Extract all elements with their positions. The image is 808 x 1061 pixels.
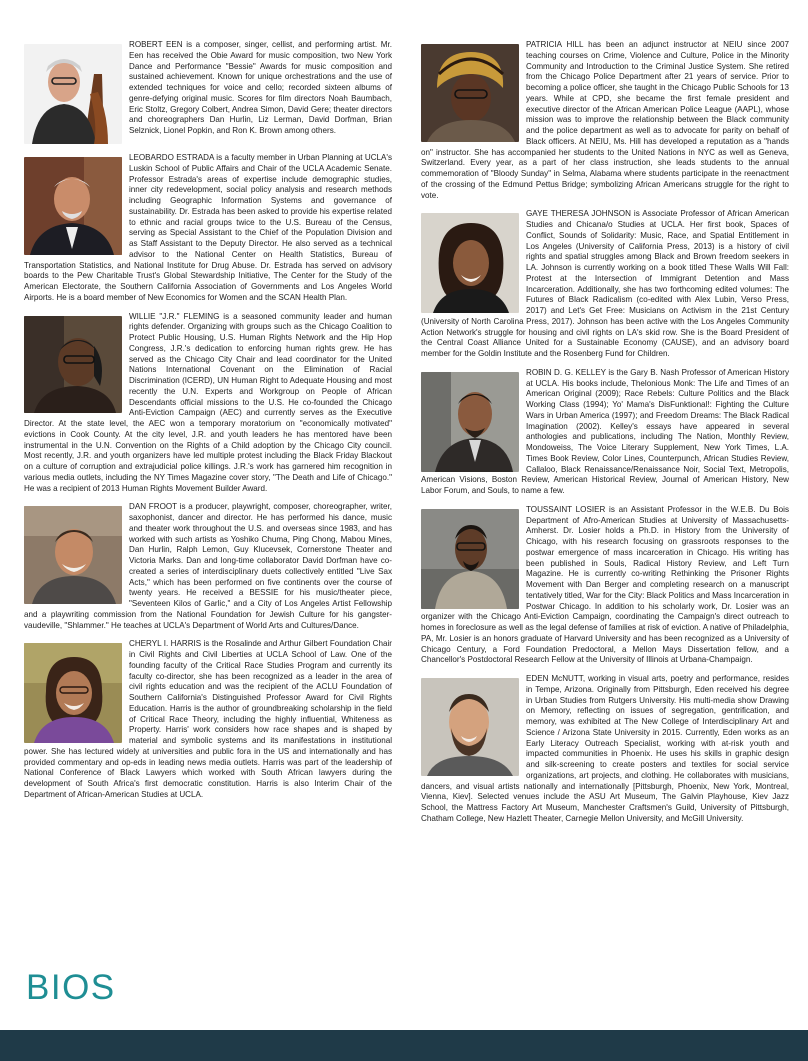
footer-bar	[0, 1030, 808, 1061]
bio-text: TOUSSAINT LOSIER is an Assistant Professor in the W.E.B. Du Bois Department of Afro-American Studies at University of Massachusetts-Amherst. Dr. Losier holds a Ph.D. in History from the University of Chicago, with his research focusing on grassroots responses to the postwar emergence of mass incarceration in Chicago. His writing has been published in Souls, Radical History Review, and Left Turn Magazine. He is currently co-writing Rethinking the Prisoner Rights Movement with Dan Berger and completing research on a manuscript tentatively titled, War for the City: Black Politics and Mass Incarceration in Postwar Chicago. In addition to his scholarly work, Dr. Losier was an organizer with the Chicago Anti-Eviction Campaign, coordinating the Campaign's direct outreach to homes in foreclosure as well as the legal defense of families at risk of eviction. A native of Philadelphia, PA, Mr. Losier is an honors graduate of Harvard University and has been recognized as a University of Chicago Century, a Ford Foundation Predoctoral, a Mellon Mays Dissertation fellow, and a Chancellor's Postdoctoral Research Fellow at the University of Illinois at Urbana-Champaign.	[421, 504, 789, 665]
bio-text: GAYE THERESA JOHNSON is Associate Professor of African American Studies and Chicana/o Studies at UCLA. Her first book, Spaces of Conflict, Sounds of Solidarity: Music, Race, and Spatial Entitlement in Los Angeles (University of California Press, 2013) is a history of civil rights and spatial struggles among Black and Brown freedom seekers in LA. Johnson is currently working on a book titled These Walls Will Fall: Protest at the Intersection of Immigrant Detention and Mass Incarceration. Additionally, she has two forthcoming edited volumes: The Futures of Black Radicalism (co-edited with Alex Lubin, Verso Press, 2017) and Let's Get Free: Musicians on Activism in the 21st Century (University of North Carolina Press, 2017). Johnson has been active with the Los Angeles Community Action Network's struggle for housing and civil rights on LA's skid row. She is the Board President of the Central Coast Alliance United for a Sustainable Economy (CAUSE), and an advisory board member for the Goldin Institute and the Rosenberg Fund for Children.	[421, 209, 789, 358]
portrait-eden-mcnutt	[421, 678, 519, 776]
right-column	[421, 40, 789, 833]
page-section-title: BIOS	[26, 968, 116, 1007]
bio-text: WILLIE "J.R." FLEMING is a seasoned community leader and human rights defender. Organizing with groups such as the Chicago Coalition to Protect Public Housing, U.S. Human Rights Network and the Hip Hop Congress, J.R.'s dedication to enforcing human rights grew. He has served as the Chicago City Chair and lead coordinator for the United Nations International Covenant on the Elimination of Racial Discrimination (ICERD), UN Human Right to Adequate Housing and most recently the U.N. Experts and Workgroup on People of African Descendants official missions to the U.S. He co-founded the Chicago Anti-Eviction Campaign (AEC) and currently serves as the Executive Director. At the state level, the AEC won a temporary moratorium on "economically motivated" evictions in Cook County. At the city level, J.R. and youth leaders he has mentored have been instrumental in the U.N. Convention on the Rights of a Child adoption by the Chicago City council. Most recently, J.R. and youth organizers have led multiple protest including the Black Friday Blackout on a culture of corruption and extrajudicial police killings. J.R.'s work has garnered him recognition in various media outlets, including the NY Times Magazine cover story, "The Death and Life of Chicago." He was a recipient of 2013 Human Rights Movement Builder Award.	[24, 311, 392, 493]
bio-text: ROBIN D. G. KELLEY is the Gary B. Nash Professor of American History at UCLA. His books include, Thelonious Monk: The Life and Times of an American Original (2009); Race Rebels: Culture Politics and the Black Working Class (1994); Yo' Mama's DisFunktional!: Fighting the Culture Wars in Urban America (1997); and Freedom Dreams: The Black Radical Imagination (2002). Kelley's essays have appeared in several anthologies and publications, including The Nation, Monthly Review, Mondoweiss, The Voice Literary Supplement, New York Times, L.A. Times Book Review, Color Lines, Counterpunch, African Studies Review, Callaloo, Black Renaissance/Renaissance Noir, Social Text, Metropolis, American Visions, Boston Review, American Historical Review, Journal of American History, New Labor Forum, and Souls, to name a few.	[421, 367, 789, 495]
portrait-toussaint-losier	[421, 509, 519, 609]
portrait-leobardo-estrada	[24, 157, 122, 255]
bio-willie-fleming	[24, 312, 392, 495]
portrait-robert-een	[24, 44, 122, 144]
bio-toussaint-losier	[421, 505, 789, 666]
bio-text: ROBERT EEN is a composer, singer, cellist, and performing artist. Mr. Een has received the Obie Award for music composition, two New York Dance and Performance "Bessie" Awards for music composition and sustained achievement. Known for unique orchestrations and the use of extended techniques for voice and cello; recorded sixteen albums of genre-defying original music. Scores for film directors Noah Baumbach, Eric Stoltz, Gregory Colbert, Andrea Simon, David Gere; theater directors and choreographers Dan Hurlin, Liz Lerman, David Dorfman, Brian Selznick, Lionel Popkin, and Ron K. Brown among others.	[129, 40, 392, 135]
bio-text: EDEN McNUTT, working in visual arts, poetry and performance, resides in Tempe, Arizona. Originally from Pittsburgh, Eden received his degree in Urban Studies from Rutgers University. His multi-media show Drawing on Memory, reflecting on issues of segregation, gentrification, and memory, was exhibited at The New College of Interdisciplinary Art and Science / Arizona State University in 2015. Currently, Eden works as an Early Literacy Outreach Specialist, working with at-risk youth and impacted communities in Phoenix. He uses his skills in graphic design and silk-screening to create posters and textiles for social service organizations, art projects, and clothing. He collaborates with musicians, dancers, and visual artists nationally and internationally [Pittsburgh, Phoenix, New York, Montreal, Vienna, Kiev]. Selected venues include the ASU Art Museum, The Galvin Playhouse, Kiev Jazz School, the Mattress Factory Art Museum, Manchester Craftsmen's Guild, University of Pittsburgh, Chatham College, New Hazlett Theater, Carnegie Mellon University, and McGill University.	[421, 674, 789, 823]
portrait-cheryl-harris	[24, 643, 122, 743]
portrait-patricia-hill	[421, 44, 519, 142]
bio-text: DAN FROOT is a producer, playwright, composer, choreographer, writer, saxophonist, dancer and director. He has performed his dance, music and theater work throughout the U.S. and overseas since 1983, and has worked with such artists as Yoshiko Chuma, Ping Chong, Mabou Mines, Dan Hurlin, Ralph Lemon, Guy Klucevsek, Cornerstone Theater and Victoria Marks. Dan and long-time collaborator David Dorfman have co-created a series of interdisciplinary duets collectively entitled "Live Sax Acts," which has been performed on five continents over the course of twenty years. He received a BESSIE for his music/theater piece, "Seventeen Kilos of Garlic," and a City of Los Angeles Artist Fellowship and a playwriting commission from the National Foundation for Jewish Culture for his gangster-vaudeville, "Shlammer." He teaches at UCLA's Department of World Arts and Cultures/Dance.	[24, 502, 392, 630]
bio-robin-kelley	[421, 368, 789, 497]
portrait-gaye-johnson	[421, 213, 519, 313]
portrait-robin-kelley	[421, 372, 519, 472]
portrait-dan-froot	[24, 506, 122, 604]
left-column	[24, 40, 392, 809]
bio-cheryl-harris	[24, 639, 392, 800]
portrait-willie-fleming	[24, 316, 122, 413]
bio-gaye-johnson	[421, 209, 789, 360]
bio-text: LEOBARDO ESTRADA is a faculty member in Urban Planning at UCLA's Luskin School of Public Affairs and Chair of the UCLA Academic Senate. Professor Estrada's areas of expertise include demographic studies, inner city redevelopment, social policy analysis and research methods including Geographic Information Systems and governance of sustainability. Dr. Estrada has been asked to provide his expertise related to ethnic and racial groups twice to the U.S. Bureau of the Census, serving as Special Assistant to the Chief of the Population Division and as Staff Assistant to the Deputy Director. He also served as a technical advisor to the National Center on Health Statistics, Bureau of Transportation Statistics, and National Institute for Drug Abuse. Dr. Estrada has served on advisory boards to the Pew Charitable Trust's Global Stewardship Initiative, The Center for the Study of the American Electorate, the Southern California Association of Governments and Los Angeles World Airports. He is a board member of New Economics for Women and the SCAN Health Plan.	[24, 153, 392, 302]
bio-robert-een	[24, 40, 392, 145]
bio-patricia-hill	[421, 40, 789, 201]
bio-leobardo-estrada	[24, 153, 392, 304]
bio-text: CHERYL I. HARRIS is the Rosalinde and Arthur Gilbert Foundation Chair in Civil Rights and Civil Liberties at UCLA School of Law. One of the founding faculty of the Critical Race Studies Program and currently its faculty co-director, she has been recognized as a leader in the area of civil rights education and was the recipient of the ACLU Foundation of Southern California's Distinguished Professor Award for Civil Rights Education. Harris is the author of groundbreaking scholarship in the field of Critical Race Theory, including the highly influential, Whiteness as Property. Harris' work considers how race shapes and is shaped by material and symbolic systems and its manifestations in institutional power. She has lectured widely at universities and public fora in the US and internationally and has provided commentary and op-eds in leading news media outlets. Harris was part of the leadership of National Conference of Black Lawyers which worked with South African lawyers during the development of South Africa's first democratic constitution. Harris is also Interim Chair of the Department of African-American Studies at UCLA.	[24, 639, 392, 799]
bio-dan-froot	[24, 502, 392, 631]
bio-eden-mcnutt	[421, 674, 789, 825]
bio-text: PATRICIA HILL has been an adjunct instructor at NEIU since 2007 teaching courses on Crime, Violence and Culture, Police in the Minority Community and Introduction to the Criminal Justice System. She retired from the Chicago Police Department after 21 years of service. Prior to becoming a police officer, she taught in the Chicago Public Schools for 13 years. While at CPD, she became the first female president and executive director of the African American Police League (AAPL), whose mission was to improve the relationship between the Black community and the police department as well as to advocate for parity on behalf of Black officers. At NEIU, Ms. Hill has developed a reputation as a "hands on" instructor. She has accompanied her students to the United Nations in NYC as well as Geneva, Switzerland. Every year, as a part of her class instruction, she leads students to the annual commemoration of "Bloody Sunday" in Selma, Alabama where students participate in the reenactment of the crossing of the Edmund Pettus Bridge; symbolizing African Americans struggle for the right to vote.	[421, 40, 789, 200]
